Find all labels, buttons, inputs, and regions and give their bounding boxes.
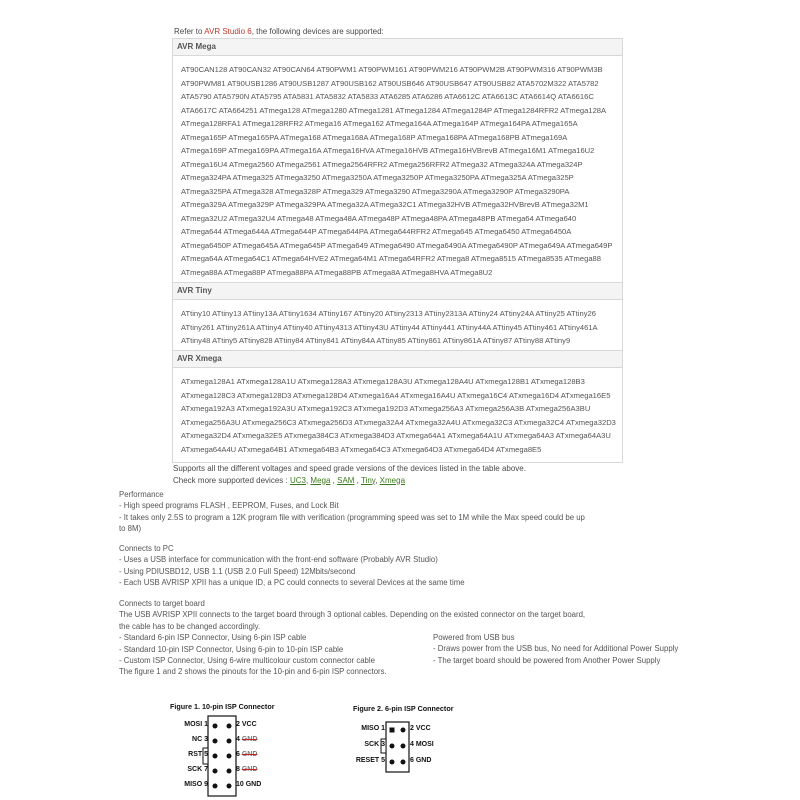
pin-name: VCC xyxy=(415,725,431,732)
pin-label-left: MOSI 1 xyxy=(184,721,208,728)
section-line: the cable has to be changed accordingly. xyxy=(119,621,261,631)
pin-7 xyxy=(213,769,218,774)
device-table-mega xyxy=(172,38,623,286)
device-line: ATA5790 ATA5790N ATA5795 ATA5831 ATA5832 ATA5833 ATA6285 ATA6286 ATA6612C ATA6613C ATA6614Q ATA6616C xyxy=(181,92,594,101)
separator: , xyxy=(375,475,380,485)
figure-title: Figure 2. 6-pin ISP Connector xyxy=(353,704,454,713)
section-line: - Each USB AVRISP XPII has a unique ID, a PC could connects to several Devices at the same time xyxy=(119,578,465,588)
pin-number: 4 xyxy=(236,736,242,743)
pin-label-left: RST 5 xyxy=(188,751,208,758)
device-line: ATmega329A ATmega329P ATmega329PA ATmega32A ATmega32C1 ATmega32HVB ATmega32HVBrevB ATmega32M1 xyxy=(181,200,589,209)
device-line: ATmega6450P ATmega645A ATmega645P ATmega649 ATmega6490 ATmega6490A ATmega6490P ATmega649A ATmega649P xyxy=(181,240,613,250)
pin-1 xyxy=(213,724,218,729)
pin-label-right xyxy=(410,741,434,748)
pin-label-left: SCK 3 xyxy=(364,741,385,748)
section-line: - Draws power from the USB bus, No need for Additional Power Supply xyxy=(433,644,679,654)
device-line: ATxmega128C3 ATxmega128D3 ATxmega128D4 ATxmega16A4 ATxmega16A4U ATxmega16C4 ATxmega16D4 ATxmega16E5 xyxy=(181,390,611,400)
pin-10 xyxy=(227,784,232,789)
pin-label-left: RESET 5 xyxy=(355,757,385,764)
device-table-tiny xyxy=(172,282,623,355)
support-line: Supports all the different voltages and speed grade versions of the devices listed in the table above. xyxy=(173,464,526,473)
section-title: Connects to target board xyxy=(119,599,205,608)
connector-body xyxy=(208,716,236,796)
intro-text xyxy=(174,27,384,37)
separator: , xyxy=(330,475,338,485)
sam-link[interactable]: SAM xyxy=(337,475,355,485)
section-line: The USB AVRISP XPII connects to the target board through 3 optional cables. Depending on the existed connector on the target board, xyxy=(119,610,586,620)
pin-name: MOSI xyxy=(415,741,434,748)
pin-8 xyxy=(227,769,232,774)
device-line: ATmega32U2 ATmega32U4 ATmega48 ATmega48A ATmega48P ATmega48PA ATmega48PB ATmega64 ATmega640 xyxy=(181,213,577,223)
pin-label-right xyxy=(410,757,431,764)
tiny-link[interactable]: Tiny xyxy=(360,475,376,485)
pin-label-right xyxy=(236,781,261,788)
pin-2 xyxy=(227,724,232,729)
device-line: ATxmega192A3 ATxmega192A3U ATxmega192C3 ATxmega192D3 ATxmega256A3 ATxmega256A3B ATxmega256A3BU xyxy=(181,404,591,413)
figure-title: Figure 1. 10-pin ISP Connector xyxy=(170,702,275,711)
pin-number: 6 xyxy=(410,757,416,764)
device-line: AT90CAN128 AT90CAN32 AT90CAN64 AT90PWM1 AT90PWM161 AT90PWM216 AT90PWM2B AT90PWM316 AT90PWM3B xyxy=(181,65,603,74)
pin-3 xyxy=(390,744,395,749)
table-body xyxy=(173,56,622,285)
table-header: AVR Tiny xyxy=(173,283,622,300)
figure-10pin xyxy=(165,702,295,798)
section-line: - Uses a USB interface for communication with the front-end software (Probably AVR Studio) xyxy=(119,555,438,565)
mega-link[interactable]: Mega xyxy=(310,475,331,485)
pin-number: 10 xyxy=(236,781,246,788)
device-line: ATmega165P ATmega165PA ATmega168 ATmega168A ATmega168P ATmega168PA ATmega168PB ATmega169A xyxy=(181,132,568,142)
device-line: ATxmega32D4 ATxmega32E5 ATxmega384C3 ATxmega384D3 ATxmega64A1 ATxmega64A1U ATxmega64A3 ATxmega64A3U xyxy=(181,431,611,440)
pin-3 xyxy=(213,739,218,744)
connector-body xyxy=(386,722,409,772)
device-line: ATtiny261 ATtiny261A ATtiny4 ATtiny40 ATtiny4313 ATtiny43U ATtiny44 ATtiny441 ATtiny44A ATtiny45 ATtiny461 ATtiny461A xyxy=(181,322,598,332)
uc3-link[interactable]: UC3 xyxy=(289,475,306,485)
section-line: - Standard 6-pin ISP Connector, Using 6-pin ISP cable xyxy=(119,633,307,643)
device-line: ATmega324PA ATmega325 ATmega3250 ATmega3250A ATmega3250P ATmega3250PA ATmega325A ATmega325P xyxy=(181,173,574,182)
pin-label-left: MISO 9 xyxy=(184,781,208,788)
pin-4 xyxy=(401,744,406,749)
device-line: ATmega16U4 ATmega2560 ATmega2561 ATmega2564RFR2 ATmega256RFR2 ATmega32 ATmega324A ATmega324P xyxy=(181,159,583,169)
pin-5 xyxy=(213,754,218,759)
pin-number: 4 xyxy=(410,741,416,748)
section-title: Powered from USB bus xyxy=(433,633,515,642)
section-line: The figure 1 and 2 shows the pinouts for the 10-pin and 6-pin ISP connectors. xyxy=(119,667,387,677)
pin-5 xyxy=(390,760,395,765)
device-line: ATtiny10 ATtiny13 ATtiny13A ATtiny1634 ATtiny167 ATtiny20 ATtiny2313 ATtiny2313A ATtiny24 ATtiny24A ATtiny25 ATtiny26 xyxy=(181,309,596,318)
section-line: - Custom ISP Connector, Using 6-wire multicolour custom connector cable xyxy=(119,656,375,666)
section-line: - Standard 10-pin ISP Connector, Using 6-pin to 10-pin ISP cable xyxy=(119,644,344,654)
pin-label-left: MISO 1 xyxy=(361,725,385,732)
section-title: Connects to PC xyxy=(119,544,174,553)
pin-label-right xyxy=(236,751,257,758)
performance-section xyxy=(119,489,589,535)
pin-label-left: SCK 7 xyxy=(187,766,208,773)
table-body xyxy=(173,368,622,462)
intro-suffix: , the following devices are supported: xyxy=(251,27,384,36)
pin-name: VCC xyxy=(241,721,257,728)
pin-name: GND xyxy=(241,766,258,773)
device-line: ATxmega64A4U ATxmega64B1 ATxmega64B3 ATxmega64C3 ATxmega64D3 ATxmega64D4 ATxmega8E5 xyxy=(181,444,542,454)
device-line: ATA6617C ATA664251 ATmega128 ATmega1280 ATmega1281 ATmega1284 ATmega1284P ATmega1284RFR2 ATmega128A xyxy=(181,105,607,115)
device-line: ATmega64A ATmega64C1 ATmega64HVE2 ATmega64M1 ATmega64RFR2 ATmega8 ATmega8515 ATmega8535 ATmega88 xyxy=(181,254,601,263)
intro-prefix: Refer to xyxy=(174,27,205,36)
section-line: - Using PDIUSBD12, USB 1.1 (USB 2.0 Full Speed) 12Mbits/second xyxy=(119,566,356,576)
device-line: ATtiny48 ATtiny5 ATtiny828 ATtiny84 ATtiny841 ATtiny84A ATtiny85 ATtiny861 ATtiny861A ATtiny87 ATtiny88 ATtiny9 xyxy=(181,336,571,345)
device-line: ATmega169P ATmega169PA ATmega16A ATmega16HVA ATmega16HVB ATmega16HVBrevB ATmega16M1 ATmega16U2 xyxy=(181,146,595,155)
pin-label-right xyxy=(236,721,257,728)
avr-studio-link[interactable]: AVR Studio 6 xyxy=(204,27,252,36)
pc-section xyxy=(119,543,589,589)
pin-label-left: NC 3 xyxy=(192,736,208,743)
device-line: ATmega325PA ATmega328 ATmega328P ATmega329 ATmega3290 ATmega3290A ATmega3290P ATmega3290PA xyxy=(181,186,570,196)
pin-number: 6 xyxy=(236,751,242,758)
pin-1 xyxy=(390,728,395,733)
pin-name: GND xyxy=(415,757,432,764)
pin-2 xyxy=(401,728,406,733)
more-devices-label: Check more supported devices : xyxy=(173,475,290,485)
pin-4 xyxy=(227,739,232,744)
section-title: Performance xyxy=(119,490,164,499)
pin-number: 2 xyxy=(410,725,416,732)
section-line: - High speed programs FLASH , EEPROM, Fuses, and Lock Bit xyxy=(119,501,339,511)
separator: , xyxy=(305,475,311,485)
pin-name: GND xyxy=(245,781,262,788)
table-header: AVR Xmega xyxy=(173,351,622,368)
device-line: ATxmega128A1 ATxmega128A1U ATxmega128A3 ATxmega128A3U ATxmega128A4U ATxmega128B1 ATxmega128B3 xyxy=(181,377,585,386)
pin-label-right xyxy=(236,766,257,773)
xmega-link[interactable]: Xmega xyxy=(379,475,406,485)
pin-6 xyxy=(227,754,232,759)
section-line: - The target board should be powered from Another Power Supply xyxy=(433,655,661,665)
device-line: AT90PWM81 AT90USB1286 AT90USB1287 AT90USB162 AT90USB646 AT90USB647 AT90USB82 ATA5702M322 ATA5782 xyxy=(181,78,599,88)
separator: , xyxy=(354,475,361,485)
table-body xyxy=(173,300,622,354)
device-line: ATmega644 ATmega644A ATmega644P ATmega644PA ATmega644RFR2 ATmega645 ATmega6450 ATmega6450A xyxy=(181,227,572,236)
more-devices-line xyxy=(173,475,526,487)
pin-6 xyxy=(401,760,406,765)
device-line: ATxmega256A3U ATxmega256C3 ATxmega256D3 ATxmega32A4 ATxmega32A4U ATxmega32C3 ATxmega32C4 ATxmega32D3 xyxy=(181,417,616,427)
pin-number: 2 xyxy=(236,721,242,728)
pin-label-right xyxy=(410,725,431,732)
figure-6pin xyxy=(345,702,475,782)
pin-name: GND xyxy=(241,751,258,758)
pin-name: GND xyxy=(241,736,258,743)
support-note xyxy=(173,463,526,486)
table-header: AVR Mega xyxy=(173,39,622,56)
device-line: ATmega88A ATmega88P ATmega88PA ATmega88PB ATmega8A ATmega8HVA ATmega8U2 xyxy=(181,267,493,277)
device-line: ATmega128RFA1 ATmega128RFR2 ATmega16 ATmega162 ATmega164A ATmega164P ATmega164PA ATmega165A xyxy=(181,119,578,128)
power-section xyxy=(433,632,678,666)
pin-9 xyxy=(213,784,218,789)
device-table-xmega xyxy=(172,350,623,463)
pin-number: 8 xyxy=(236,766,242,773)
section-line: to 8M) xyxy=(119,524,142,534)
pin-label-right xyxy=(236,736,257,743)
section-line: - It takes only 2.5S to program a 12K program file with verification (programming speed was set to 1M while the Max speed could be up xyxy=(119,512,585,522)
